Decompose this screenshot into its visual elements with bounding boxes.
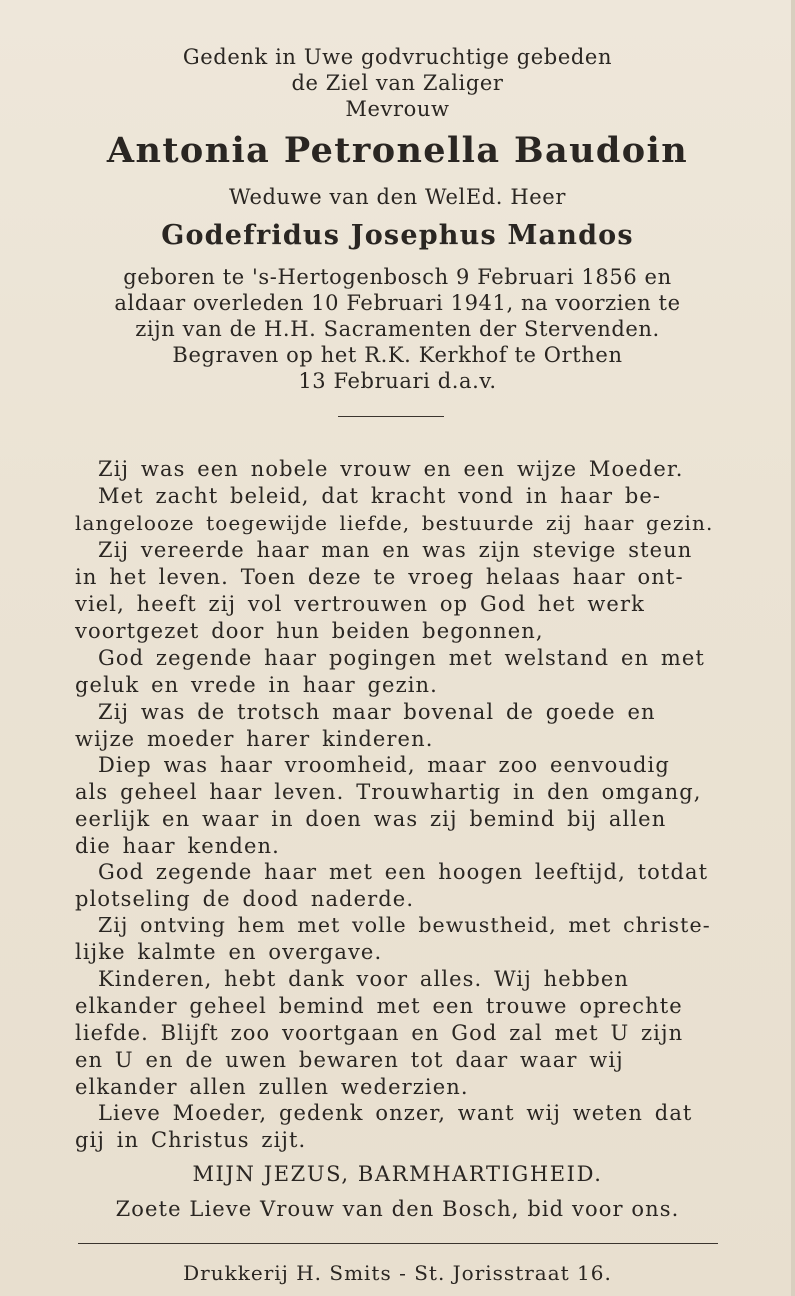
details-line-1: geboren te 's-Hertogenbosch 9 Februari 1856 en bbox=[123, 265, 672, 289]
text-line: en U en de uwen bewaren tot daar waar wij bbox=[75, 1048, 624, 1072]
text-line: Diep was haar vroomheid, maar zoo eenvoudig bbox=[98, 753, 670, 777]
text-line: Zij was de trotsch maar bovenal de goede en bbox=[98, 700, 656, 724]
text-line: geluk en vrede in haar gezin. bbox=[75, 673, 438, 697]
header-line-1: Gedenk in Uwe godvruchtige gebeden bbox=[182, 45, 613, 69]
closing-prayer: Zoete Lieve Vrouw van den Bosch, bid voor ons. bbox=[115, 1197, 680, 1221]
header-line-3: Mevrouw bbox=[345, 97, 450, 121]
text-line: plotseling de dood naderde. bbox=[75, 887, 415, 911]
text-line: die haar kenden. bbox=[75, 834, 280, 858]
text-line: Met zacht beleid, dat kracht vond in haar be- bbox=[98, 484, 662, 508]
widow-of-line: Weduwe van den WelEd. Heer bbox=[229, 185, 566, 209]
text-line: viel, heeft zij vol vertrouwen op God het werk bbox=[75, 592, 645, 616]
motto: MIJN JEZUS, BARMHARTIGHEID. bbox=[192, 1162, 603, 1186]
text-line: liefde. Blijft zoo voortgaan en God zal met U zijn bbox=[75, 1021, 684, 1045]
details-line-4: Begraven op het R.K. Kerkhof te Orthen bbox=[172, 343, 623, 367]
text-line: gij in Christus zijt. bbox=[75, 1128, 307, 1152]
husband-name: Godefridus Josephus Mandos bbox=[161, 220, 634, 251]
bottom-divider bbox=[78, 1243, 718, 1244]
text-line: Zij vereerde haar man en was zijn stevige steun bbox=[98, 538, 693, 562]
text-line: Zij was een nobele vrouw en een wijze Moeder. bbox=[98, 457, 684, 481]
text-line: in het leven. Toen deze te vroeg helaas haar ont- bbox=[75, 565, 684, 589]
text-line: Zij ontving hem met volle bewustheid, met christe- bbox=[98, 913, 711, 937]
text-line: elkander geheel bemind met een trouwe oprechte bbox=[75, 994, 683, 1018]
header-divider bbox=[338, 416, 444, 417]
details-line-2: aldaar overleden 10 Februari 1941, na voorzien te bbox=[114, 291, 681, 315]
details-line-3: zijn van de H.H. Sacramenten der Stervenden. bbox=[135, 317, 660, 341]
text-line: lijke kalmte en overgave. bbox=[75, 940, 383, 964]
text-line: voortgezet door hun beiden begonnen, bbox=[75, 619, 544, 643]
deceased-name: Antonia Petronella Baudoin bbox=[106, 130, 689, 171]
details-line-5: 13 Februari d.a.v. bbox=[298, 369, 497, 393]
text-line: Lieve Moeder, gedenk onzer, want wij weten dat bbox=[98, 1101, 693, 1125]
header-line-2: de Ziel van Zaliger bbox=[291, 71, 504, 95]
text-line: elkander allen zullen wederzien. bbox=[75, 1075, 469, 1099]
text-line: eerlijk en waar in doen was zij bemind bij allen bbox=[75, 807, 667, 831]
text-line: God zegende haar pogingen met welstand en met bbox=[98, 646, 705, 670]
printer-imprint: Drukkerij H. Smits - St. Jorisstraat 16. bbox=[183, 1261, 612, 1285]
text-line: wijze moeder harer kinderen. bbox=[75, 727, 434, 751]
text-line: langelooze toegewijde liefde, bestuurde zij haar gezin. bbox=[75, 511, 714, 535]
text-line: als geheel haar leven. Trouwhartig in den omgang, bbox=[75, 780, 702, 804]
text-line: God zegende haar met een hoogen leeftijd, totdat bbox=[98, 860, 709, 884]
text-line: Kinderen, hebt dank voor alles. Wij hebben bbox=[98, 967, 630, 991]
